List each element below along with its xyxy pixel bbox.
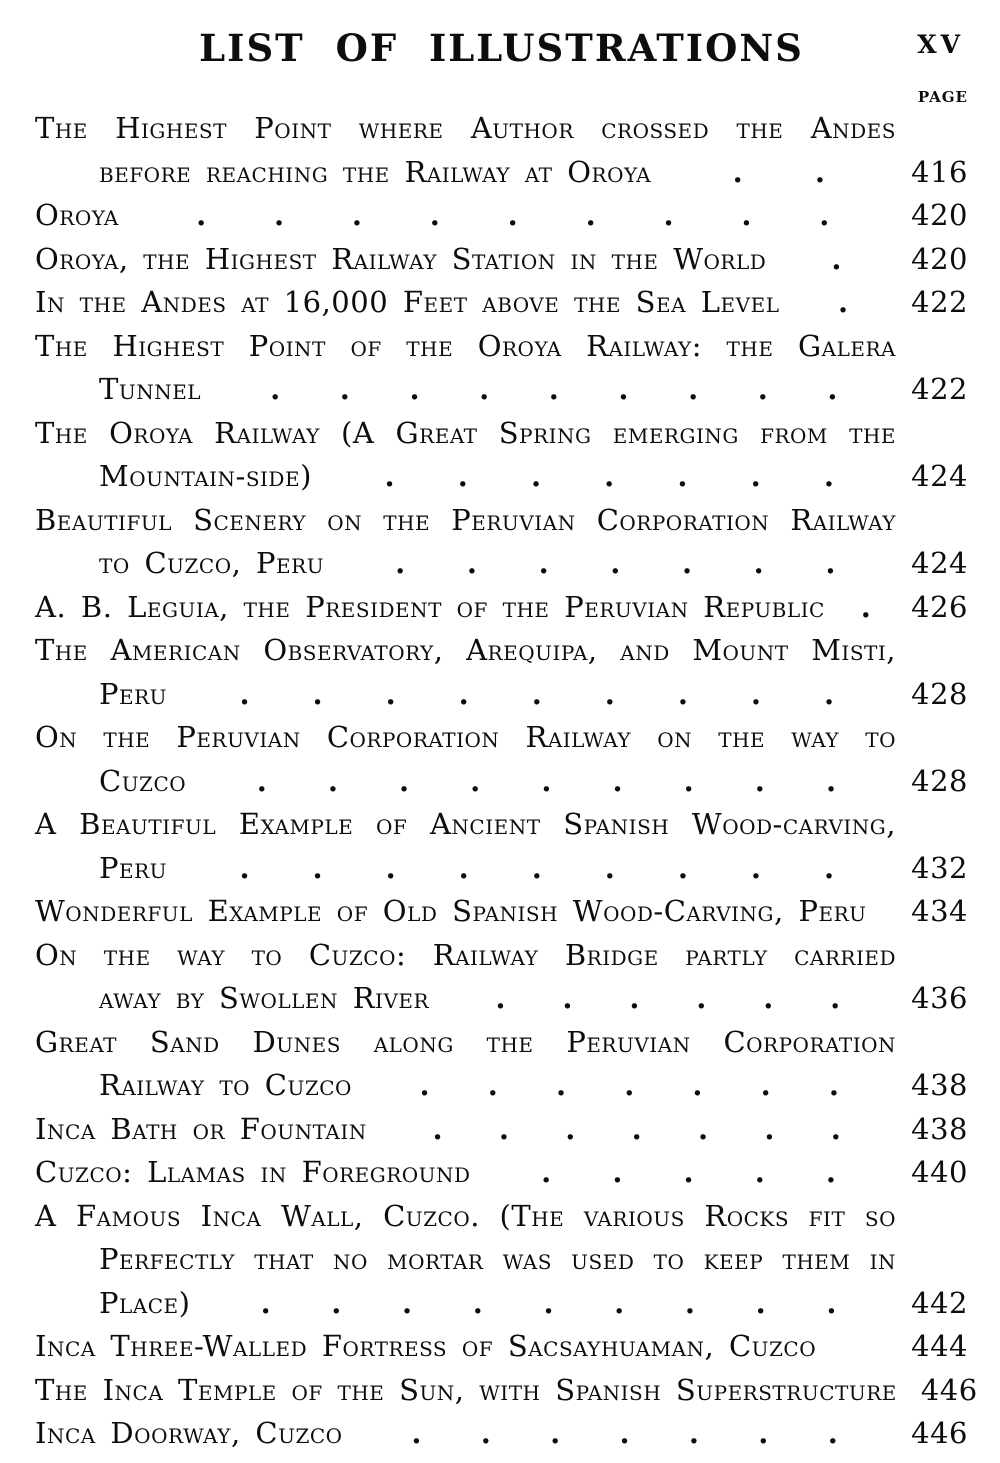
leader-dot: .: [830, 1111, 842, 1146]
leader-dot: .: [531, 850, 543, 885]
leader-dots: [196, 760, 897, 804]
leader-dot: .: [618, 372, 630, 406]
page-number: 426: [911, 589, 968, 624]
entry-text: away by Swollen River: [99, 981, 430, 1015]
leader-dots: [439, 977, 897, 1021]
leader-dot: .: [614, 1285, 625, 1320]
toc-entry: [35, 238, 968, 282]
leader-dot: .: [612, 763, 624, 798]
leader-dot: .: [457, 459, 469, 493]
leader-dot: .: [631, 1111, 643, 1146]
entry-text: Beautiful Scenery on the Peruvian Corporation Railway: [35, 502, 896, 537]
leader-dot: .: [754, 1155, 766, 1189]
leader-dot: .: [562, 981, 573, 1015]
page-number: 442: [911, 1285, 968, 1320]
entry-text: On the way to Cuzco: Railway Bridge partly carried: [35, 937, 896, 972]
page-number: 424: [911, 546, 968, 580]
toc-line: [35, 194, 968, 238]
toc-line: [35, 716, 896, 760]
leader-dot: .: [754, 763, 766, 798]
toc-line: [35, 847, 968, 891]
toc-entry: [35, 499, 968, 586]
toc-line: [35, 1325, 968, 1369]
leader-dot: .: [755, 1285, 767, 1320]
toc-entry: [35, 1369, 978, 1413]
toc-line: [35, 1021, 896, 1065]
toc-line: [35, 325, 896, 369]
entry-text: Inca Bath or Fountain: [35, 1111, 367, 1146]
leader-dots: [177, 847, 897, 891]
entry-text: Inca Doorway, Cuzco: [35, 1416, 343, 1450]
leader-dot: .: [683, 763, 695, 798]
leader-dot: .: [411, 1416, 422, 1450]
leader-dot: .: [399, 763, 410, 798]
leader-dots: [481, 1151, 898, 1195]
leader-dot: .: [565, 1111, 576, 1146]
entry-text: In the Andes at 16,000 Feet above the Sea Level: [35, 285, 780, 319]
entry-text: Oroya: [35, 198, 119, 232]
entry-text: Cuzco: [99, 763, 187, 798]
toc-line: [35, 890, 968, 934]
toc-entry: [35, 890, 968, 934]
leader-dot: .: [830, 981, 841, 1015]
toc-entry: [35, 325, 968, 412]
leader-dot: .: [270, 372, 281, 406]
entry-text: The Oroya Railway (A Great Spring emerging from the: [35, 415, 896, 450]
leader-dot: .: [838, 285, 849, 319]
leader-dot: .: [697, 1111, 709, 1146]
leader-dot: .: [495, 981, 507, 1015]
entry-text: On the Peruvian Corporation Railway on the way to: [35, 720, 896, 754]
leader-dot: .: [823, 676, 835, 711]
page-number: 422: [911, 285, 968, 319]
page-number: 428: [911, 676, 968, 711]
leader-dot: .: [466, 546, 478, 580]
leader-dots: [334, 542, 897, 586]
leader-dot: .: [530, 459, 542, 493]
toc-entry: [35, 412, 968, 499]
leader-dot: .: [741, 198, 752, 232]
page-number: 432: [911, 850, 968, 885]
leader-dot: .: [260, 1285, 272, 1320]
leader-dot: .: [339, 372, 351, 406]
leader-dot: .: [429, 198, 441, 232]
page-number: 440: [911, 1155, 968, 1189]
leader-dot: .: [750, 459, 762, 493]
toc-entry: [35, 107, 968, 194]
leader-dots: [129, 194, 897, 238]
toc-line: [35, 281, 968, 325]
leader-dot: .: [498, 1111, 510, 1146]
toc-line: [35, 629, 896, 673]
leader-dot: .: [395, 546, 406, 580]
toc-entry: [35, 629, 968, 716]
leader-dot: .: [828, 1068, 840, 1102]
leader-dot: .: [331, 1285, 342, 1320]
leader-dot: .: [814, 154, 826, 189]
toc-line: [35, 151, 968, 195]
leader-dot: .: [677, 850, 689, 885]
leader-dot: .: [860, 589, 872, 624]
toc-line: [35, 1282, 968, 1326]
leader-dot: .: [550, 1416, 561, 1450]
leader-dot: .: [692, 1068, 704, 1102]
entry-text: Tunnel: [99, 372, 202, 406]
toc-line: [35, 586, 968, 630]
leader-dot: .: [732, 154, 744, 189]
leader-dot: .: [831, 241, 843, 276]
illustration-list: [35, 107, 978, 1456]
leader-dot: .: [827, 1416, 839, 1450]
toc-line: [35, 673, 968, 717]
leader-dot: .: [825, 1155, 837, 1189]
leader-dot: .: [555, 1068, 567, 1102]
leader-dot: .: [538, 546, 550, 580]
leader-dots: [362, 1064, 897, 1108]
leader-dot: .: [823, 459, 835, 493]
leader-dot: .: [819, 198, 830, 232]
leader-dot: .: [619, 1416, 631, 1450]
leader-dot: .: [541, 1155, 552, 1189]
entry-text: before reaching the Railway at Oroya: [99, 154, 652, 189]
leader-dot: .: [472, 1285, 484, 1320]
toc-entry: [35, 934, 968, 1021]
leader-dot: .: [327, 763, 339, 798]
toc-entry: [35, 1412, 968, 1456]
leader-dot: .: [758, 1416, 769, 1450]
leader-dot: .: [385, 676, 397, 711]
toc-line: [35, 1195, 896, 1239]
leader-dot: .: [764, 1111, 775, 1146]
leader-dots: [353, 1412, 898, 1456]
toc-entry: [35, 716, 968, 803]
entry-text: Great Sand Dunes along the Peruvian Corporation: [35, 1024, 896, 1059]
page-number: 438: [911, 1068, 968, 1102]
page-number: 444: [911, 1329, 968, 1363]
leader-dot: .: [548, 372, 560, 406]
leader-dot: .: [825, 763, 837, 798]
leader-dot: .: [351, 198, 363, 232]
leader-dot: .: [585, 198, 597, 232]
entry-text: Place): [99, 1285, 191, 1320]
leader-dot: .: [507, 198, 519, 232]
folio-number: XV: [917, 30, 964, 59]
leader-dot: .: [470, 763, 481, 798]
leader-dot: .: [604, 459, 615, 493]
entry-text: Peru: [99, 850, 168, 885]
leader-dot: .: [312, 676, 324, 711]
entry-text: The Inca Temple of the Sun, with Spanish Superstructure: [35, 1372, 897, 1407]
entry-text: A Famous Inca Wall, Cuzco. (The various Rocks fit so: [35, 1198, 896, 1233]
toc-line: [35, 1238, 896, 1282]
toc-entry: [35, 194, 968, 238]
entry-text: Peru: [99, 676, 168, 711]
leader-dot: .: [385, 850, 397, 885]
page-number: 446: [920, 1372, 978, 1407]
leader-dot: .: [312, 850, 324, 885]
page-number: 434: [911, 894, 968, 928]
leader-dot: .: [629, 981, 640, 1015]
leader-dot: .: [541, 763, 552, 798]
leader-dot: .: [750, 850, 762, 885]
leader-dot: .: [683, 1155, 695, 1189]
leader-dot: .: [604, 850, 616, 885]
leader-dot: .: [402, 1285, 413, 1320]
leader-dot: .: [663, 198, 675, 232]
leader-dot: .: [825, 546, 836, 580]
leader-dot: .: [419, 1068, 431, 1102]
leader-dot: .: [531, 676, 543, 711]
toc-line: [35, 107, 896, 151]
leader-dot: .: [409, 372, 421, 406]
leader-dot: .: [750, 676, 762, 711]
page-number: 446: [911, 1416, 968, 1450]
entry-text: A Beautiful Example of Ancient Spanish Wood-carving,: [35, 807, 896, 841]
toc-line: [35, 1108, 968, 1152]
leader-dots: [835, 586, 897, 630]
page-column-label: PAGE: [917, 88, 968, 106]
leader-dot: .: [196, 198, 207, 232]
leader-dot: .: [757, 372, 769, 406]
leader-dot: .: [239, 676, 251, 711]
leader-dot: .: [274, 198, 285, 232]
page-number: 420: [911, 198, 968, 232]
leader-dot: .: [826, 1285, 837, 1320]
leader-dot: .: [458, 850, 470, 885]
leader-dot: .: [543, 1285, 555, 1320]
leader-dot: .: [458, 676, 470, 711]
toc-line: [35, 1369, 978, 1413]
page-number: 428: [911, 763, 968, 798]
toc-entry: [35, 1195, 968, 1326]
toc-line: [35, 499, 896, 543]
leader-dot: .: [696, 981, 707, 1015]
page-number: 420: [911, 241, 968, 276]
entry-text: Oroya, the Highest Railway Station in the World: [35, 241, 767, 276]
leader-dot: .: [612, 1155, 623, 1189]
toc-line: [35, 542, 968, 586]
leader-dot: .: [480, 1416, 492, 1450]
toc-entry: [35, 803, 968, 890]
leader-dot: .: [624, 1068, 635, 1102]
leader-dot: .: [256, 763, 268, 798]
leader-dot: .: [384, 459, 396, 493]
entry-text: Inca Three-Walled Fortress of Sacsayhuaman, Cuzco: [35, 1329, 817, 1363]
leader-dot: .: [823, 850, 835, 885]
entry-text: Cuzco: Llamas in Foreground: [35, 1155, 471, 1189]
toc-line: [35, 455, 968, 499]
leader-dot: .: [763, 981, 774, 1015]
leader-dot: .: [487, 1068, 499, 1102]
entry-text: The Highest Point where Author crossed the Andes: [35, 111, 896, 145]
leader-dot: .: [604, 676, 616, 711]
toc-entry: [35, 1325, 968, 1369]
toc-line: [35, 1064, 968, 1108]
page-number: 416: [911, 154, 968, 189]
leader-dot: .: [432, 1111, 444, 1146]
entry-text: A. B. Leguia, the President of the Peruvian Republic: [35, 589, 825, 624]
leader-dot: .: [688, 1416, 700, 1450]
entry-text: to Cuzco, Peru: [99, 546, 325, 580]
page-number: 436: [911, 981, 968, 1015]
toc-entry: [35, 1108, 968, 1152]
toc-line: [35, 977, 968, 1021]
leader-dot: .: [681, 546, 693, 580]
page-number: 438: [911, 1111, 968, 1146]
toc-entry: [35, 1151, 968, 1195]
leader-dots: [377, 1108, 897, 1152]
toc-line: [35, 760, 968, 804]
toc-entry: [35, 586, 968, 630]
page-number: 424: [911, 459, 968, 493]
entry-text: The American Observatory, Arequipa, and Mount Misti,: [35, 633, 896, 667]
toc-line: [35, 934, 896, 978]
toc-entry: [35, 1021, 968, 1108]
leader-dot: .: [677, 676, 689, 711]
leader-dot: .: [684, 1285, 696, 1320]
toc-line: [35, 803, 896, 847]
leader-dot: .: [677, 459, 688, 493]
leader-dot: .: [479, 372, 490, 406]
leader-dot: .: [760, 1068, 772, 1102]
entry-text: Perfectly that no mortar was used to keep them in: [99, 1242, 896, 1276]
leader-dots: [211, 368, 897, 412]
toc-line: [35, 1151, 968, 1195]
leader-dots: [200, 1282, 897, 1326]
page-title: LIST OF ILLUSTRATIONS: [199, 26, 804, 70]
leader-dots: [177, 673, 897, 717]
leader-dots: [776, 238, 897, 282]
leader-dot: .: [753, 546, 765, 580]
toc-line: [35, 368, 968, 412]
entry-text: Wonderful Example of Old Spanish Wood-Carving, Peru: [35, 894, 867, 928]
toc-line: [35, 412, 896, 456]
entry-text: Railway to Cuzco: [99, 1068, 352, 1102]
leader-dots: [789, 281, 897, 325]
leader-dots: [322, 455, 897, 499]
leader-dots: [661, 151, 897, 195]
leader-dot: .: [239, 850, 251, 885]
leader-dot: .: [827, 372, 838, 406]
toc-line: [35, 238, 968, 282]
entry-text: Mountain-side): [99, 459, 312, 493]
entry-text: The Highest Point of the Oroya Railway: the Galera: [35, 328, 896, 363]
leader-dot: .: [688, 372, 699, 406]
page-number: 422: [911, 372, 968, 406]
toc-entry: [35, 281, 968, 325]
toc-line: [35, 1412, 968, 1456]
leader-dot: .: [610, 546, 621, 580]
